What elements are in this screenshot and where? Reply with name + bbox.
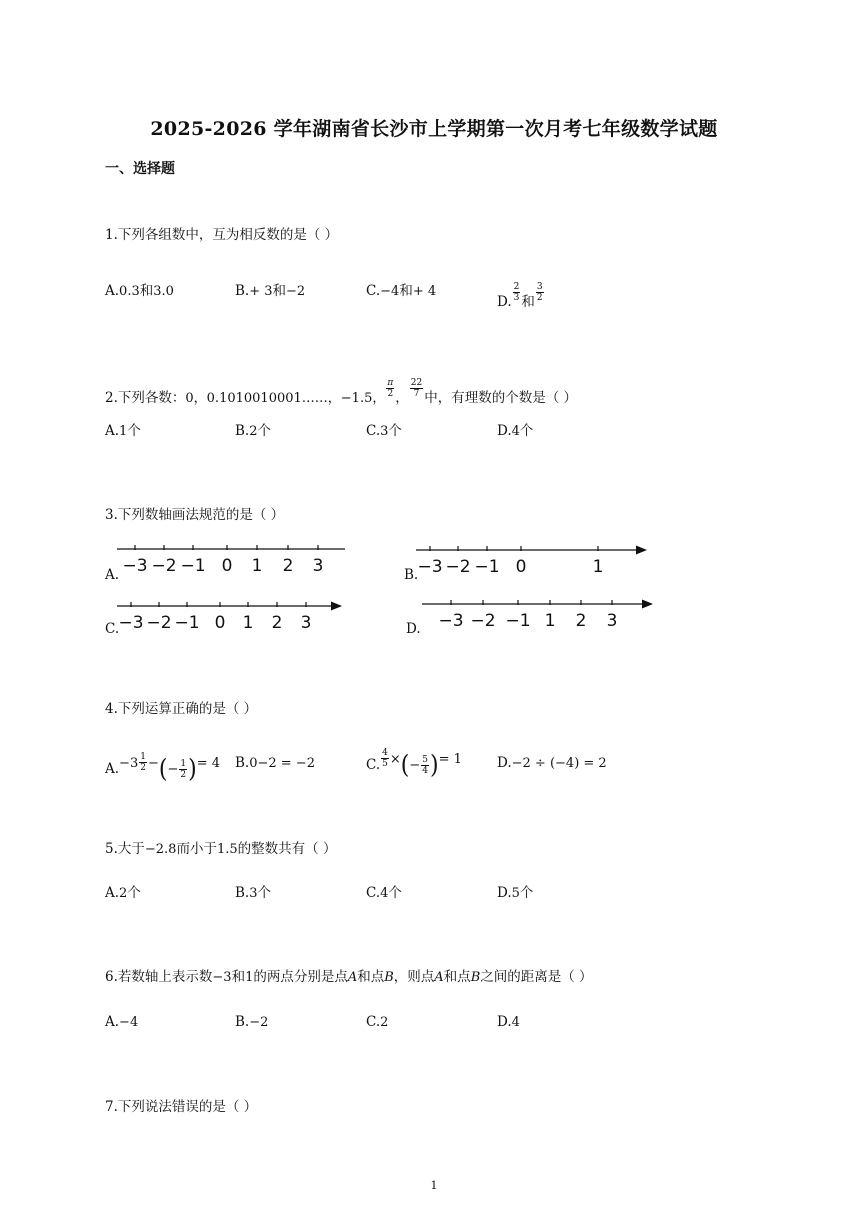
q3-option-c[interactable]: C. [105,621,120,637]
axis-tick-label: −1 [505,611,531,631]
q1-option-a[interactable]: A.0.3和3.0 [105,283,174,299]
question-5-stem: 5.大于−2.8而小于1.5的整数共有（ ） [105,841,337,857]
fraction: $\frac{2}{3}$ [513,282,520,303]
axis-tick-label: 1 [242,613,254,633]
fraction-22-over-7: $\frac{22}{7}$ [410,378,423,399]
q6-option-a[interactable]: A.−4 [105,1014,139,1030]
axis-tick-label: 2 [575,611,587,631]
axis-tick-label: 2 [271,613,283,633]
axis-tick-label: −2 [151,556,177,576]
q3-option-b[interactable]: B. [404,567,419,583]
axis-tick-label: −1 [180,556,206,576]
q4-option-a[interactable]: A.−3 $\frac{1}{2}$ −(− $\frac{1}{2}$ )= 4 [105,752,220,784]
q5-option-b[interactable]: B.3个 [235,885,271,901]
arrowhead [331,602,342,611]
fraction-pi-over-2: $\frac{\pi}{2}$ [387,378,394,399]
section-heading: 一、选择题 [105,161,175,177]
question-7-stem: 7.下列说法错误的是（ ） [105,1099,258,1115]
axis-tick-label: −2 [445,557,471,577]
axis-tick-label: 1 [592,557,604,577]
q1-option-c[interactable]: C.−4和+ 4 [366,283,437,299]
page-title: 2025-2026 学年湖南省长沙市上学期第一次月考七年级数学试题 [150,118,718,140]
axis-tick-label: −2 [470,611,496,631]
axis-tick-label: −3 [118,613,144,633]
q5-option-d[interactable]: D.5个 [497,885,534,901]
q4-option-b[interactable]: B.0−2 = −2 [235,755,315,771]
q2-option-b[interactable]: B.2个 [235,423,271,439]
page-number: 1 [430,1179,438,1192]
q4-option-c[interactable]: C. $\frac{4}{5}$ ×(− $\frac{5}{4}$ )= 1 [366,748,462,780]
axis-tick-label: 1 [251,556,263,576]
q1-option-d[interactable]: D. $\frac{2}{3}$ 和 $\frac{3}{2}$ [497,282,543,310]
axis-tick-label: 3 [312,556,324,576]
question-6-stem: 6.若数轴上表示数−3和1的两点分别是点A和点B，则点A和点B之间的距离是（ ） [105,969,593,985]
axis-tick-label: 1 [544,611,556,631]
axis-tick-label: −3 [438,611,464,631]
axis-tick-label: −1 [474,557,500,577]
question-3-stem: 3.下列数轴画法规范的是（ ） [105,507,285,523]
q6-option-b[interactable]: B.−2 [235,1014,269,1030]
number-line-a [117,540,347,580]
axis-tick-label: 2 [282,556,294,576]
number-line-d [422,594,656,634]
axis-tick-label: −2 [146,613,172,633]
axis-tick-label: 3 [606,611,618,631]
axis-tick-label: −3 [122,556,148,576]
tick-group [118,602,311,633]
tick-group [122,545,323,576]
number-line-c [117,596,345,636]
axis-tick-label: 0 [221,556,233,576]
tick-group [417,546,603,577]
question-1-stem: 1.下列各组数中，互为相反数的是（ ） [105,227,339,243]
axis-tick-label: −1 [174,613,200,633]
q5-option-c[interactable]: C.4个 [366,885,402,901]
axis-tick-label: 0 [214,613,226,633]
arrowhead [636,546,647,555]
axis-tick-label: 0 [515,557,527,577]
question-4-stem: 4.下列运算正确的是（ ） [105,701,258,717]
q3-option-d[interactable]: D. [406,621,421,637]
q2-option-d[interactable]: D.4个 [497,423,534,439]
axis-tick-label: 3 [300,613,312,633]
number-line-b [416,540,650,580]
tick-group [438,600,617,631]
question-2-stem: 2.下列各数：0，0.1010010001……，−1.5， $\frac{\pi}{2}$ ， $\frac{22}{7}$ 中，有理数的个数是（ ） [105,378,578,406]
q3-option-a[interactable]: A. [105,567,120,583]
arrowhead [642,600,653,609]
fraction: $\frac{3}{2}$ [536,282,543,303]
axis-tick-label: −3 [417,557,443,577]
q5-option-a[interactable]: A.2个 [105,885,141,901]
q2-option-a[interactable]: A.1个 [105,423,141,439]
q6-option-c[interactable]: C.2 [366,1014,389,1030]
q4-option-d[interactable]: D.−2 ÷ (−4) = 2 [497,755,607,771]
q1-option-b[interactable]: B.+ 3和−2 [235,283,306,299]
q6-option-d[interactable]: D.4 [497,1014,520,1030]
q2-option-c[interactable]: C.3个 [366,423,402,439]
